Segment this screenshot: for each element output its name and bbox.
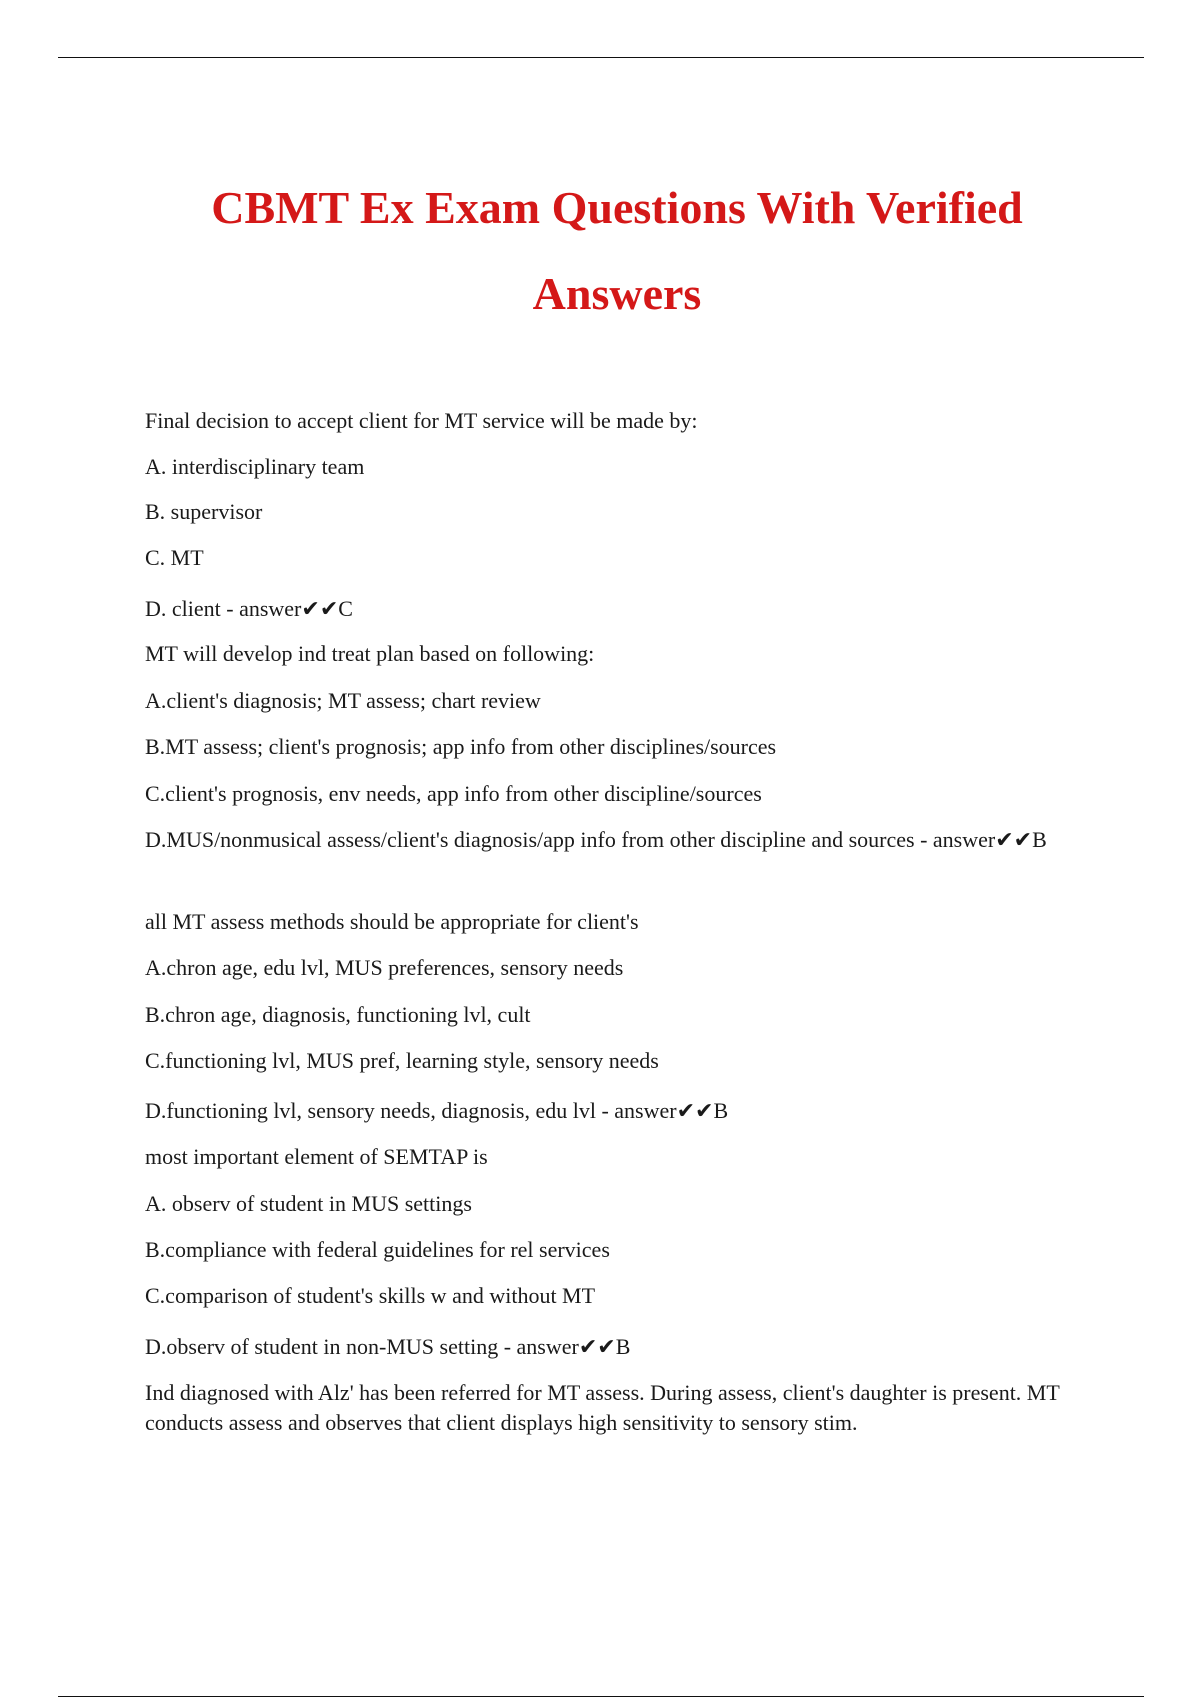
- question-4-option-c: C.comparison of student's skills w and without MT: [145, 1283, 596, 1308]
- question-3-option-b: B.chron age, diagnosis, functioning lvl, cult: [145, 1002, 531, 1027]
- title-line-1: CBMT Ex Exam Questions With Verified: [211, 182, 1023, 233]
- question-4-option-b: B.compliance with federal guidelines for rel services: [145, 1237, 610, 1262]
- footer-rule: [58, 1696, 1144, 1697]
- question-1-option-b: B. supervisor: [145, 499, 263, 524]
- title-line-2: Answers: [532, 268, 702, 319]
- question-1-option-d-answer: D. client - answer✔✔C: [145, 596, 353, 621]
- question-1-prompt: Final decision to accept client for MT service will be made by:: [145, 408, 698, 433]
- question-3-option-c: C.functioning lvl, MUS pref, learning style, sensory needs: [145, 1048, 659, 1073]
- question-3-prompt: all MT assess methods should be appropriate for client's: [145, 909, 639, 934]
- question-4-option-d-answer: D.observ of student in non-MUS setting - answer✔✔B: [145, 1334, 631, 1359]
- question-3-option-d-answer: D.functioning lvl, sensory needs, diagnosis, edu lvl - answer✔✔B: [145, 1098, 729, 1123]
- question-1-option-a: A. interdisciplinary team: [145, 454, 365, 479]
- question-2-prompt: MT will develop ind treat plan based on following:: [145, 641, 595, 666]
- question-1-option-c: C. MT: [145, 545, 204, 570]
- header-rule: [58, 57, 1144, 58]
- question-2-option-c: C.client's prognosis, env needs, app info from other discipline/sources: [145, 781, 762, 806]
- question-3-option-a: A.chron age, edu lvl, MUS preferences, sensory needs: [145, 955, 624, 980]
- question-2-option-a: A.client's diagnosis; MT assess; chart review: [145, 688, 541, 713]
- question-5-prompt: Ind diagnosed with Alz' has been referred for MT assess. During assess, client's daughter is present. MT conducts assess and observes that client displays high sensitivity to sensory stim.: [145, 1380, 1060, 1435]
- document-title: [0, 165, 1200, 337]
- question-2-option-b: B.MT assess; client's prognosis; app info from other disciplines/sources: [145, 734, 777, 759]
- question-4-option-a: A. observ of student in MUS settings: [145, 1191, 472, 1216]
- question-4-prompt: most important element of SEMTAP is: [145, 1144, 488, 1169]
- question-2-option-d-answer: D.MUS/nonmusical assess/client's diagnosis/app info from other discipline and sources - answer✔✔B: [145, 827, 1047, 852]
